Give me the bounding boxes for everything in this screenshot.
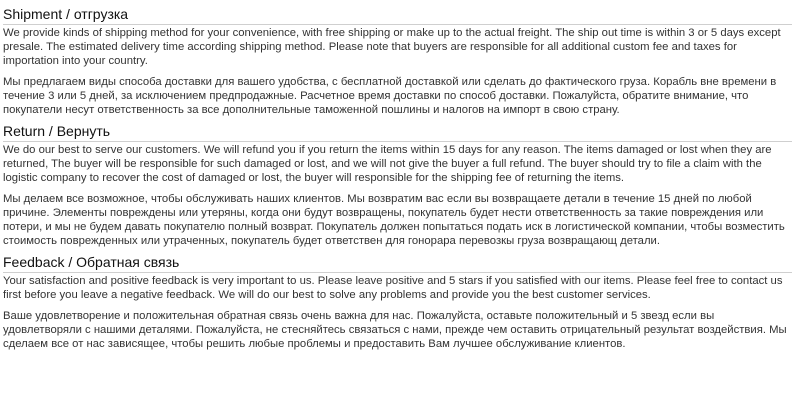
shipment-heading: Shipment / отгрузка — [3, 6, 792, 25]
return-russian-text: Мы делаем все возможное, чтобы обслуживать наших клиентов. Мы возвратим вас если вы возвращаете детали в течение 15 дней по любой причине. Элементы повреждены или утеряны, когда они будут возвращены, покупатель будет нести ответственность за такие повреждения или потери, и мы не будем давать покупателю полный возврат. Покупатель должен попытаться подать иск в логистической компании, чтобы возместить стоимость поврежденных или утраченных, покупатель будет ответствен для гонорара перевозкы груза возвращающ детали. — [3, 193, 785, 247]
shipment-english-text: We provide kinds of shipping method for your convenience, with free shipping or make up to the actual freight. The ship out time is within 3 or 5 days except presale. The estimated delivery time according shipping method. Please note that buyers are responsible for all additional custom fee and taxes for importation into your country. — [3, 27, 781, 67]
feedback-russian-text: Ваше удовлетворение и положительная обратная связь очень важна для нас. Пожалуйста, оставьте положительный и 5 звезд если вы удовлетворяли с нашими деталями. Пожалуйста, не стесняйтесь связаться с нами, прежде чем оставить отрицательный результат воздействия. Мы сделаем все от нас зависящее, чтобы решить любые проблемы и предоставить Вам лучшее обслуживание клиентов. — [3, 310, 787, 350]
shipment-section — [3, 6, 792, 117]
return-heading: Return / Вернуть — [3, 123, 792, 142]
feedback-section — [3, 254, 792, 351]
shipment-russian-text: Мы предлагаем виды способа доставки для вашего удобства, с бесплатной доставкой или сделать до фактического груза. Корабль вне времени в течение 3 или 5 дней, за исключением предпродажные. Расчетное время доставки по способ доставки. Пожалуйста, обратите внимание, что покупатели несут ответственность за все дополнительные таможенной пошлины и налогов на импорт в свою страну. — [3, 76, 777, 116]
feedback-heading: Feedback / Обратная связь — [3, 254, 792, 273]
feedback-english-text: Your satisfaction and positive feedback is very important to us. Please leave positive and 5 stars if you satisfied with our items. Please feel free to contact us first before you leave a negative feedback. We will do our best to solve any problems and provide you the best customer services. — [3, 275, 783, 301]
return-section — [3, 123, 792, 248]
return-english-text: We do our best to serve our customers. We will refund you if you return the items within 15 days for any reason. The items damaged or lost when they are returned, The buyer will be responsible for such damaged or lost, and we will not give the buyer a full refund. The buyer should try to file a claim with the logistic company to recover the cost of damaged or lost, the buyer will responsible for the shipping fee of returning the items. — [3, 144, 772, 184]
